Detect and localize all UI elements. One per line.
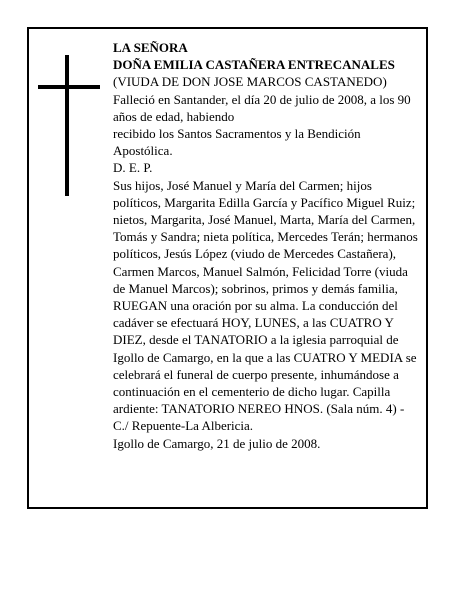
death-statement: Falleció en Santander, el día 20 de julio de 2008, a los 90 años de edad, habiendo (113, 91, 411, 124)
widow-of: (VIUDA DE DON JOSE MARCOS CASTANEDO) (113, 74, 387, 90)
deceased-name: DOÑA EMILIA CASTAÑERA ENTRECANALES (113, 57, 395, 73)
funeral-request: RUEGAN una oración por su alma. La conducción del cadáver se efectuará HOY, LUNES, a las CUATRO Y DIEZ, desde el TANATORIO a la iglesia parroquial de Igollo de Camargo, en la que a las CUATRO Y MEDIA se celebrará el funeral de cuerpo presente, inhumándose a continuación en el cementerio de dicho lugar. Capilla ardiente: TANATORIO NEREO HNOS. (Sala núm. 4) - C./ Repuente-La Albericia. (113, 298, 417, 434)
cross-icon (65, 55, 69, 196)
obituary-text (113, 39, 419, 452)
place-date: Igollo de Camargo, 21 de julio de 2008. (113, 435, 321, 451)
cross-icon-crossbar (38, 85, 100, 89)
family-list: Sus hijos, José Manuel y María del Carmen; hijos políticos, Margarita Edilla García y Pacífico Miguel Ruiz; nietos, Margarita, José Manuel, Marta, María del Carmen, Tomás y Sandra; nieta política, Mercedes Terán; hermanos políticos, Jesús López (viudo de Mercedes Castañera), Carmen Marcos, Manuel Salmón, Felicidad Torre (viuda de Manuel Marcos); sobrinos, primos y demás familia, (113, 177, 418, 296)
notice-title: LA SEÑORA (113, 40, 188, 55)
sacraments-statement: recibido los Santos Sacramentos y la Bendición Apostólica. (113, 126, 361, 159)
dep-line: D. E. P. (113, 160, 153, 176)
